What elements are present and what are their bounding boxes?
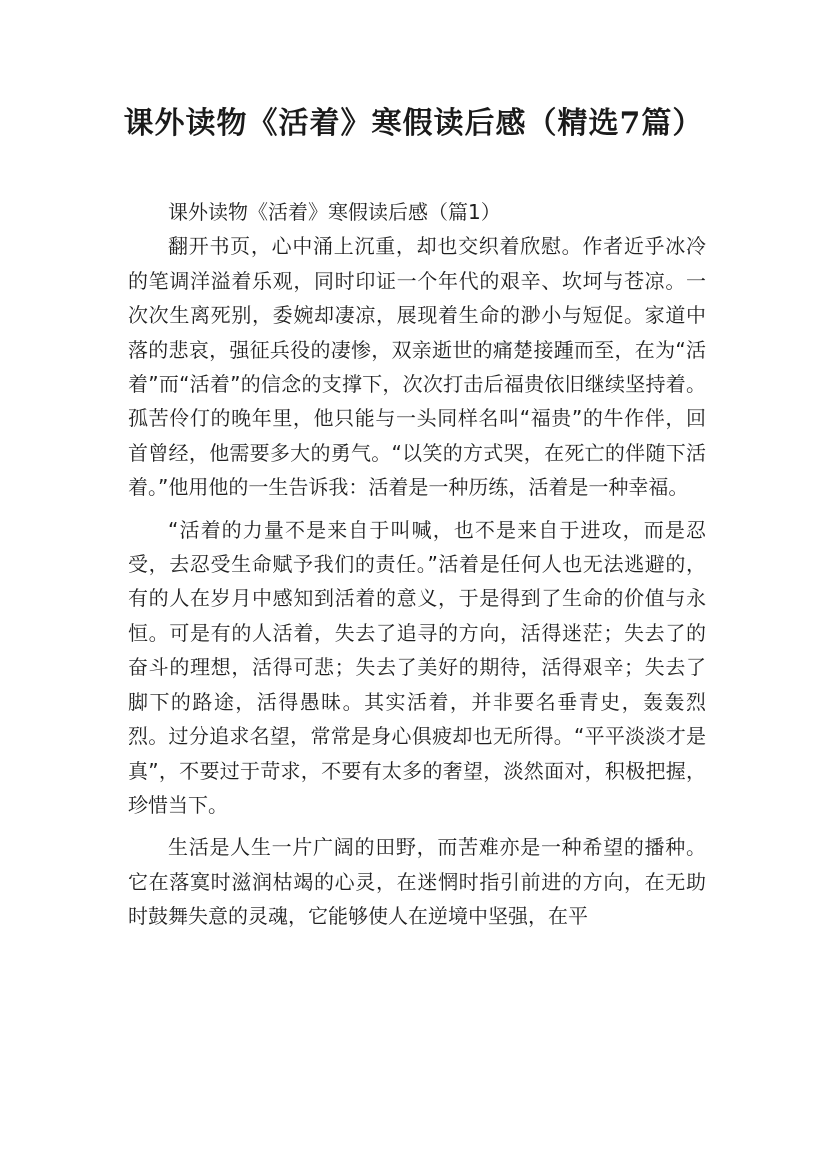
document-title: 课外读物《活着》寒假读后感（精选7篇）: [123, 106, 704, 141]
paragraph-3: 生活是人生一片广阔的田野，而苦难亦是一种希望的播种。它在落寞时滋润枯竭的心灵，在迷惘时指引前进的方向，在无助时鼓舞失意的灵魂，它能够使人在逆境中坚强，在平: [128, 835, 706, 929]
document-body: [128, 195, 706, 934]
paragraph-2: “活着的力量不是来自于叫喊，也不是来自于进攻，而是忍受，去忍受生命赋予我们的责任。”活着是任何人也无法逃避的，有的人在岁月中感知到活着的意义，于是得到了生命的价值与永恒。可是有的人活着，失去了追寻的方向，活得迷茫；失去了的奋斗的理想，活得可悲；失去了美好的期待，活得艰辛；失去了脚下的路途，活得愚昧。其实活着，并非要名垂青史，轰轰烈烈。过分追求名望，常常是身心俱疲却也无所得。“平平淡淡才是真”，不要过于苛求，不要有太多的奢望，淡然面对，积极把握，珍惜当下。: [128, 517, 706, 817]
paragraph-1: 翻开书页，心中涌上沉重，却也交织着欣慰。作者近乎冰冷的笔调洋溢着乐观，同时印证一个年代的艰辛、坎坷与苍凉。一次次生离死别，委婉却凄凉，展现着生命的渺小与短促。家道中落的悲哀，强征兵役的凄惨，双亲逝世的痛楚接踵而至，在为“活着”而“活着”的信念的支撑下，次次打击后福贵依旧继续坚持着。孤苦伶仃的晚年里，他只能与一头同样名叫“福贵”的牛作伴，回首曾经，他需要多大的勇气。“以笑的方式哭，在死亡的伴随下活着。”他用他的一生告诉我：活着是一种历练，活着是一种幸福。: [128, 234, 706, 500]
section-subtitle: 课外读物《活着》寒假读后感（篇1）: [168, 200, 501, 224]
